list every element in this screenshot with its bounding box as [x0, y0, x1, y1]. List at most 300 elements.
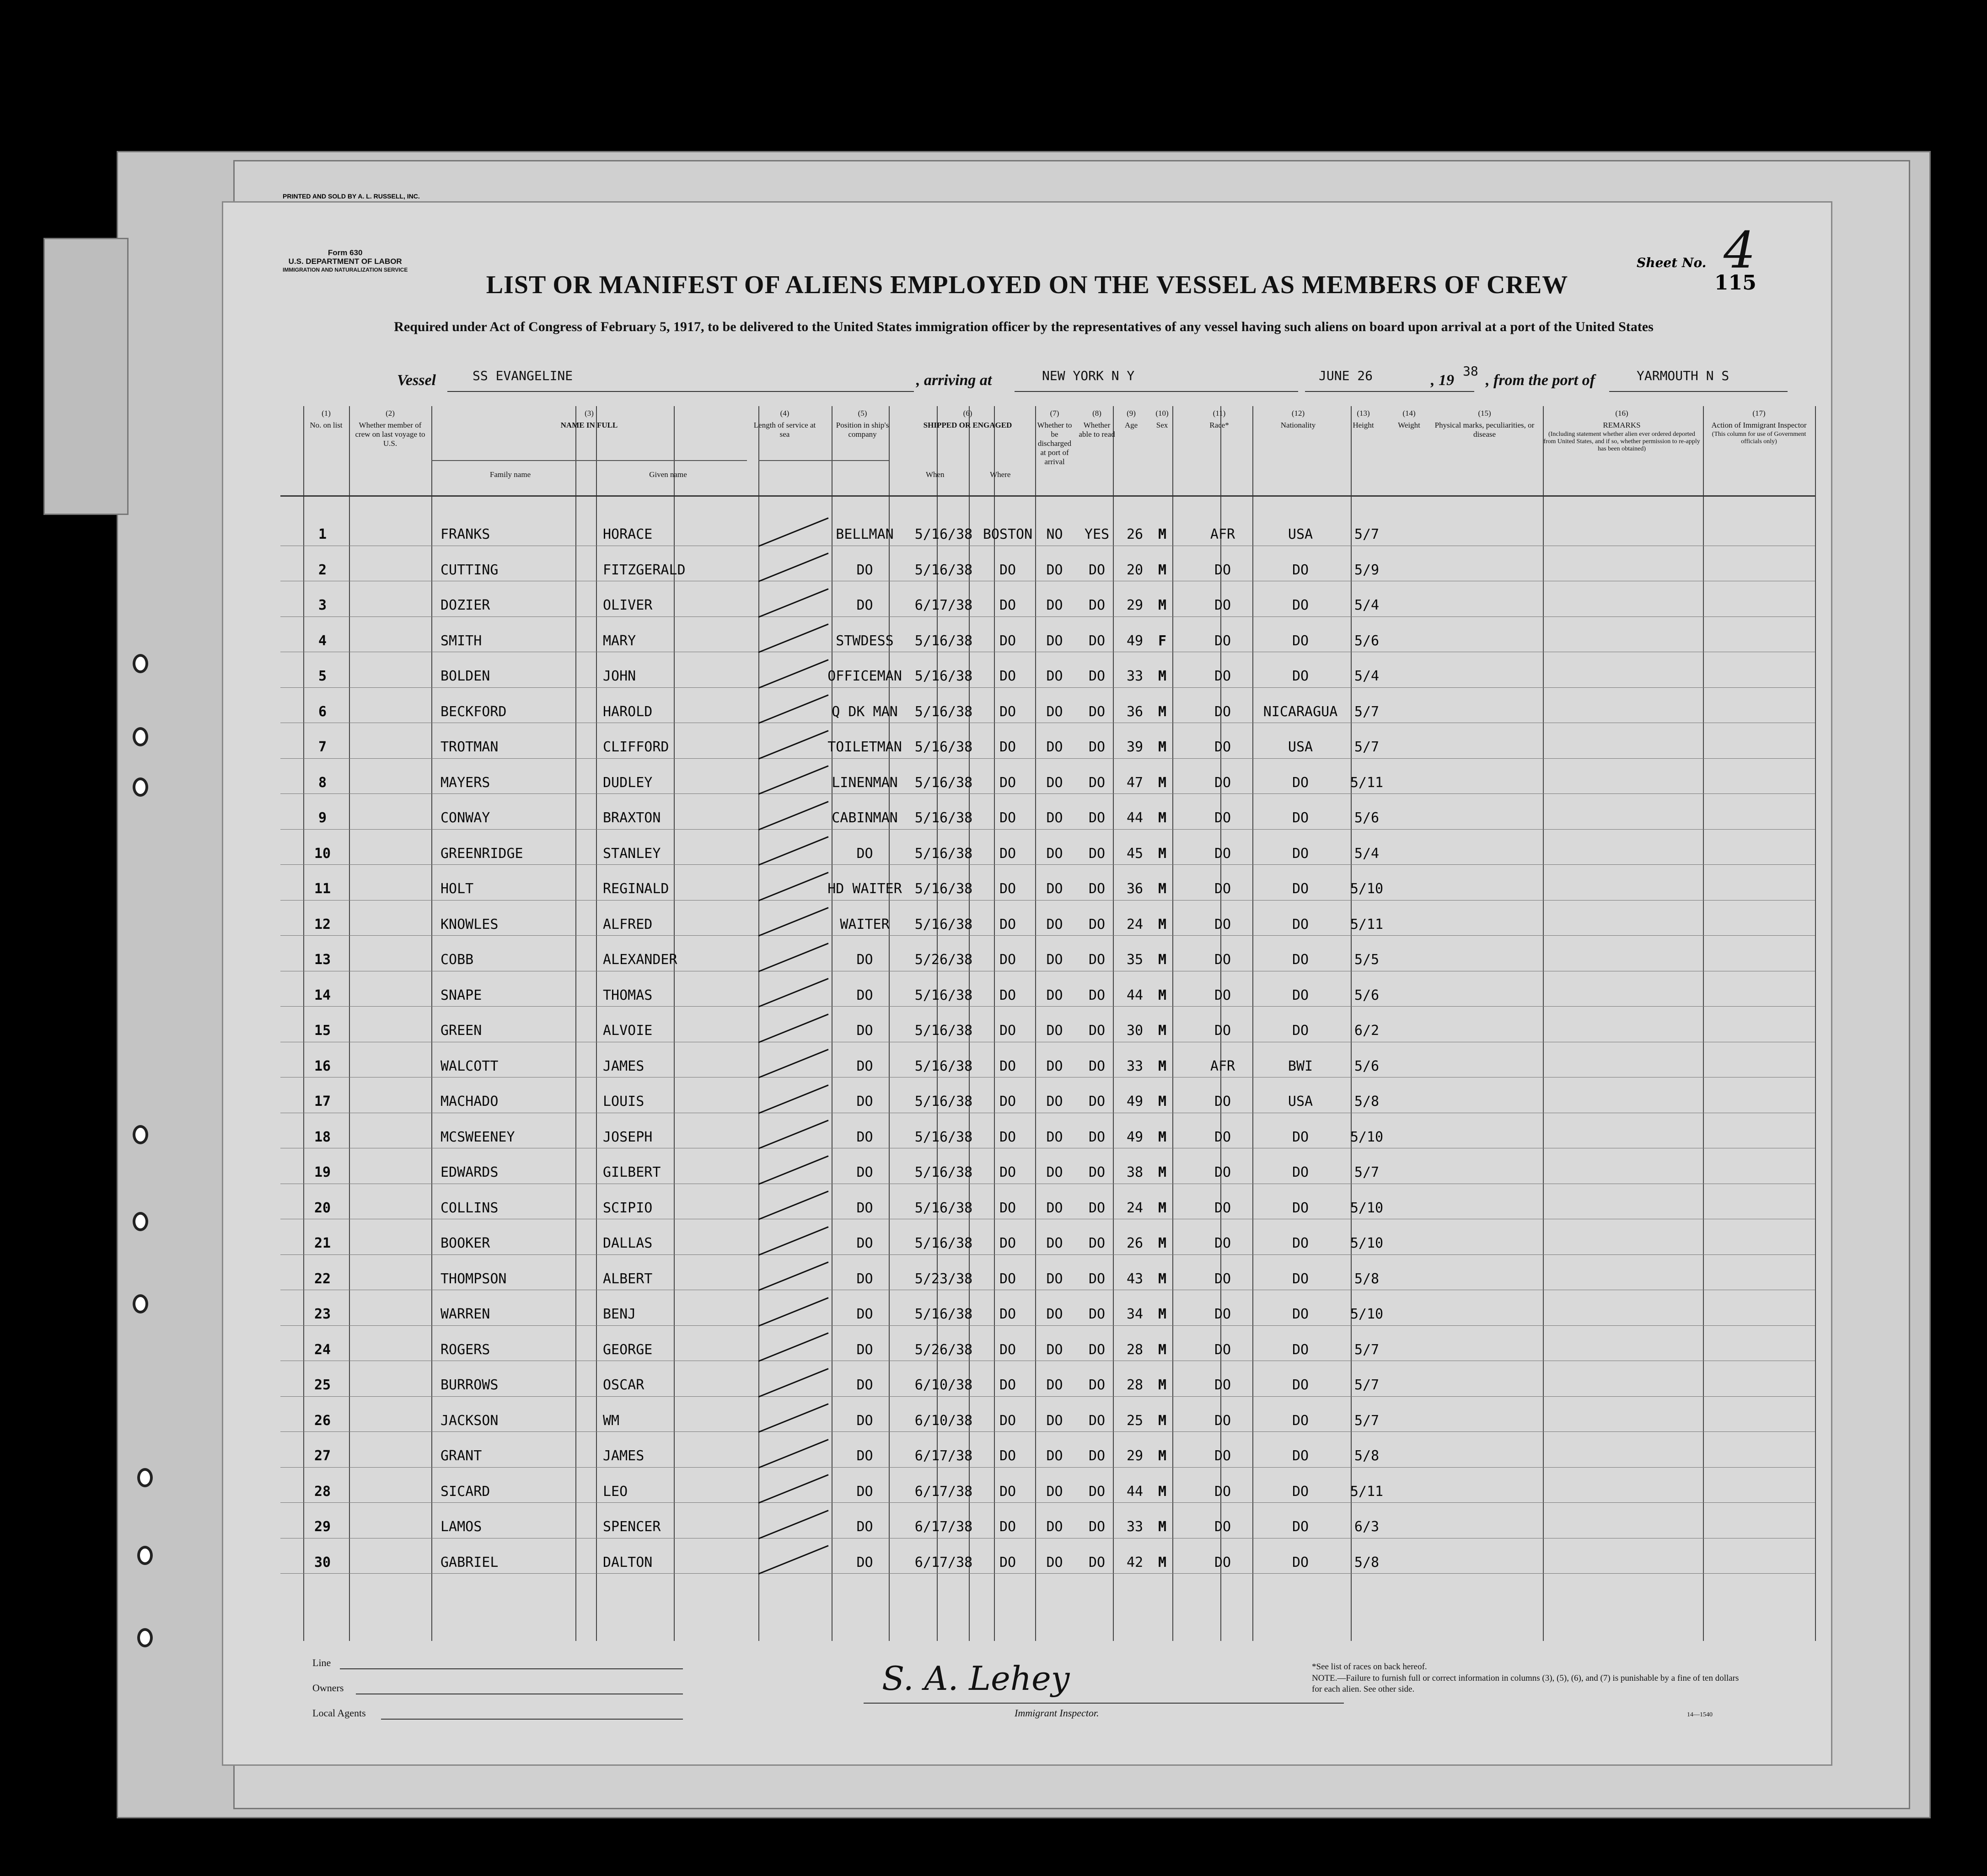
- table-row: [280, 1364, 1815, 1400]
- cell-family: GRANT: [440, 1448, 482, 1464]
- cell-where: DO: [999, 1341, 1016, 1358]
- cell-nationality: USA: [1288, 1093, 1313, 1110]
- cell-race: DO: [1214, 774, 1231, 791]
- cell-where: DO: [999, 1412, 1016, 1429]
- cell-age: 43: [1126, 1270, 1144, 1287]
- cell-read: DO: [1088, 952, 1106, 968]
- table-row: [280, 1400, 1815, 1436]
- cell-nationality: DO: [1292, 987, 1309, 1003]
- service-tick-mark: [758, 517, 828, 547]
- cell-given: DALTON: [603, 1554, 653, 1570]
- cell-position: BELLMAN: [836, 526, 894, 542]
- cell-discharged: DO: [1046, 703, 1063, 720]
- cell-age: 44: [1126, 1483, 1144, 1500]
- cell-sex: M: [1158, 1058, 1167, 1074]
- table-row: [280, 691, 1815, 727]
- column-label: Whether able to read: [1079, 421, 1115, 439]
- cell-read: DO: [1088, 1235, 1106, 1251]
- cell-when: 5/16/38: [914, 1164, 973, 1180]
- cell-read: DO: [1088, 1164, 1106, 1180]
- cell-position: TOILETMAN: [827, 739, 902, 755]
- cell-nationality: DO: [1292, 1200, 1309, 1216]
- year-suffix: 38: [1463, 364, 1478, 379]
- cell-given: JAMES: [603, 1448, 644, 1464]
- cell-height: 5/6: [1354, 810, 1380, 826]
- cell-discharged: DO: [1046, 668, 1063, 684]
- cell-when: 5/26/38: [914, 1341, 973, 1358]
- cell-sex: M: [1158, 1306, 1167, 1322]
- cell-sex: M: [1158, 1164, 1167, 1180]
- cell-race: DO: [1214, 597, 1231, 613]
- table-row: [280, 1081, 1815, 1116]
- cell-given: ALEXANDER: [603, 952, 677, 968]
- cell-height: 5/6: [1354, 987, 1380, 1003]
- column-header: [1703, 406, 1815, 495]
- line-field: [340, 1668, 683, 1669]
- cell-race: DO: [1214, 1164, 1231, 1180]
- cell-family: CONWAY: [440, 810, 490, 826]
- cell-read: DO: [1088, 1341, 1106, 1358]
- table-row: [280, 620, 1815, 656]
- column-rule: [1815, 406, 1816, 1641]
- column-header: [1259, 406, 1337, 495]
- cell-when: 5/16/38: [914, 845, 973, 862]
- cell-discharged: DO: [1046, 952, 1063, 968]
- cell-height: 5/10: [1350, 881, 1384, 897]
- cell-given: WM: [603, 1412, 620, 1429]
- cell-read: DO: [1088, 1412, 1106, 1429]
- cell-height: 5/10: [1350, 1306, 1384, 1322]
- cell-sex: M: [1158, 810, 1167, 826]
- cell-discharged: DO: [1046, 916, 1063, 933]
- cell-family: BURROWS: [440, 1377, 499, 1393]
- cell-given: MARY: [603, 632, 636, 649]
- punch-hole: [133, 1294, 148, 1313]
- cell-height: 5/7: [1354, 703, 1380, 720]
- cell-position: Q DK MAN: [832, 703, 898, 720]
- cell-nationality: NICARAGUA: [1263, 703, 1338, 720]
- service-tick-mark: [758, 1545, 828, 1575]
- cell-no: 14: [314, 987, 331, 1003]
- service-tick-mark: [758, 1226, 828, 1256]
- cell-discharged: DO: [1046, 1519, 1063, 1535]
- manifest-form: [222, 201, 1832, 1766]
- cell-nationality: USA: [1288, 739, 1313, 755]
- cell-given: DALLAS: [603, 1235, 653, 1251]
- cell-family: WARREN: [440, 1306, 490, 1322]
- column-number: (7): [1050, 409, 1059, 418]
- cell-given: DUDLEY: [603, 774, 653, 791]
- cell-no: 1: [318, 526, 327, 542]
- cell-given: OSCAR: [603, 1377, 644, 1393]
- service-tick-mark: [758, 943, 828, 972]
- cell-position: OFFICEMAN: [827, 668, 902, 684]
- cell-family: GREEN: [440, 1023, 482, 1039]
- column-number: (10): [1155, 409, 1169, 418]
- cell-race: DO: [1214, 668, 1231, 684]
- cell-discharged: DO: [1046, 1412, 1063, 1429]
- cell-given: CLIFFORD: [603, 739, 669, 755]
- cell-family: FRANKS: [440, 526, 490, 542]
- form-number: Form 630: [328, 248, 363, 257]
- cell-given: STANLEY: [603, 845, 661, 862]
- column-header: [431, 406, 747, 495]
- cell-nationality: DO: [1292, 952, 1309, 968]
- cell-nationality: DO: [1292, 1129, 1309, 1145]
- cell-where: DO: [999, 810, 1016, 826]
- table-row: [280, 1258, 1815, 1294]
- column-label: Position in ship's company: [836, 421, 889, 439]
- cell-sex: M: [1158, 1412, 1167, 1429]
- race-note: *See list of races on back hereof.: [1312, 1662, 1427, 1672]
- cell-read: YES: [1084, 526, 1110, 542]
- service-tick-mark: [758, 1297, 828, 1327]
- cell-read: DO: [1088, 668, 1106, 684]
- cell-discharged: DO: [1046, 1341, 1063, 1358]
- cell-given: JOHN: [603, 668, 636, 684]
- cell-when: 5/16/38: [914, 739, 973, 755]
- cell-race: DO: [1214, 845, 1231, 862]
- cell-where: DO: [999, 1129, 1016, 1145]
- cell-read: DO: [1088, 810, 1106, 826]
- cell-race: DO: [1214, 1200, 1231, 1216]
- cell-height: 5/7: [1354, 1164, 1380, 1180]
- cell-no: 26: [314, 1412, 331, 1429]
- arrival-date: JUNE 26: [1319, 368, 1373, 383]
- cell-where: DO: [999, 1023, 1016, 1039]
- service-tick-mark: [758, 730, 828, 760]
- cell-read: DO: [1088, 1554, 1106, 1570]
- column-number: (8): [1092, 409, 1101, 418]
- cell-read: DO: [1088, 1270, 1106, 1287]
- cell-family: ROGERS: [440, 1341, 490, 1358]
- cell-discharged: DO: [1046, 1448, 1063, 1464]
- cell-height: 5/11: [1350, 774, 1384, 791]
- cell-family: EDWARDS: [440, 1164, 499, 1180]
- punch-hole: [133, 1212, 148, 1231]
- header-rule: [280, 495, 1815, 497]
- cell-sex: M: [1158, 597, 1167, 613]
- cell-height: 5/6: [1354, 632, 1380, 649]
- column-label: Weight: [1398, 421, 1420, 429]
- cell-when: 5/16/38: [914, 1129, 973, 1145]
- table-row: [280, 833, 1815, 868]
- cell-when: 5/16/38: [914, 562, 973, 578]
- column-number: (1): [322, 409, 331, 418]
- cell-position: CABINMAN: [832, 810, 898, 826]
- cell-height: 5/9: [1354, 562, 1380, 578]
- cell-position: DO: [856, 1412, 873, 1429]
- column-number: (13): [1357, 409, 1370, 418]
- cell-family: GREENRIDGE: [440, 845, 523, 862]
- cell-race: DO: [1214, 952, 1231, 968]
- punch-hole: [137, 1468, 153, 1487]
- cell-age: 28: [1126, 1377, 1144, 1393]
- cell-where: DO: [999, 1235, 1016, 1251]
- cell-where: DO: [999, 1519, 1016, 1535]
- cell-when: 6/10/38: [914, 1412, 973, 1429]
- column-number: (16): [1615, 409, 1628, 418]
- cell-family: WALCOTT: [440, 1058, 499, 1074]
- cell-no: 24: [314, 1341, 331, 1358]
- cell-read: DO: [1088, 1483, 1106, 1500]
- cell-no: 11: [314, 881, 331, 897]
- service-tick-mark: [758, 1332, 828, 1362]
- cell-family: MCSWEENEY: [440, 1129, 515, 1145]
- cell-race: DO: [1214, 703, 1231, 720]
- cell-nationality: DO: [1292, 845, 1309, 862]
- cell-sex: M: [1158, 987, 1167, 1003]
- cell-discharged: DO: [1046, 1235, 1063, 1251]
- column-number: (4): [780, 409, 789, 418]
- sheet-number: 4: [1724, 221, 1756, 279]
- cell-read: DO: [1088, 845, 1106, 862]
- cell-discharged: DO: [1046, 1200, 1063, 1216]
- cell-given: GILBERT: [603, 1164, 661, 1180]
- cell-given: SCIPIO: [603, 1200, 653, 1216]
- column-label: Sex: [1156, 421, 1168, 429]
- sheet-number-label: Sheet No.: [1637, 255, 1707, 270]
- cell-age: 38: [1126, 1164, 1144, 1180]
- column-number: (15): [1478, 409, 1491, 418]
- cell-no: 21: [314, 1235, 331, 1251]
- cell-race: DO: [1214, 1270, 1231, 1287]
- table-row: [280, 904, 1815, 939]
- cell-no: 22: [314, 1270, 331, 1287]
- cell-when: 5/16/38: [914, 1058, 973, 1074]
- cell-age: 34: [1126, 1306, 1144, 1322]
- cell-where: DO: [999, 916, 1016, 933]
- cell-race: DO: [1214, 881, 1231, 897]
- cell-age: 44: [1126, 810, 1144, 826]
- service-tick-mark: [758, 694, 828, 724]
- cell-where: DO: [999, 1448, 1016, 1464]
- column-header: [1541, 406, 1703, 495]
- signature-line: [864, 1703, 1344, 1704]
- cell-discharged: DO: [1046, 562, 1063, 578]
- cell-race: DO: [1214, 916, 1231, 933]
- cell-position: STWDESS: [836, 632, 894, 649]
- cell-no: 27: [314, 1448, 331, 1464]
- cell-race: DO: [1214, 1129, 1231, 1145]
- cell-position: DO: [856, 597, 873, 613]
- cell-age: 49: [1126, 1129, 1144, 1145]
- cell-position: DO: [856, 562, 873, 578]
- cell-read: DO: [1088, 1377, 1106, 1393]
- table-row: [280, 1329, 1815, 1365]
- cell-position: WAITER: [840, 916, 890, 933]
- cell-where: BOSTON: [983, 526, 1033, 542]
- table-row: [280, 1152, 1815, 1187]
- cell-race: DO: [1214, 1483, 1231, 1500]
- form-title: LIST OR MANIFEST OF ALIENS EMPLOYED ON THE VESSEL AS MEMBERS OF CREW: [486, 271, 1568, 299]
- local-agents-label: Local Agents: [312, 1707, 366, 1719]
- cell-no: 7: [318, 739, 327, 755]
- column-sublabel: Family name: [489, 470, 531, 479]
- column-number: (17): [1752, 409, 1766, 418]
- cell-position: DO: [856, 952, 873, 968]
- cell-given: REGINALD: [603, 881, 669, 897]
- column-number: (6): [963, 409, 972, 418]
- cell-nationality: DO: [1292, 597, 1309, 613]
- cell-nationality: DO: [1292, 1412, 1309, 1429]
- table-row: [280, 1435, 1815, 1471]
- cell-when: 5/16/38: [914, 668, 973, 684]
- cell-race: DO: [1214, 632, 1231, 649]
- cell-height: 5/5: [1354, 952, 1380, 968]
- immigrant-inspector-label: Immigrant Inspector.: [1015, 1707, 1099, 1719]
- cell-sex: M: [1158, 1270, 1167, 1287]
- cell-discharged: DO: [1046, 774, 1063, 791]
- cell-no: 4: [318, 632, 327, 649]
- table-row: [280, 975, 1815, 1010]
- cell-when: 5/16/38: [914, 1200, 973, 1216]
- column-label: NAME IN FULL: [560, 421, 618, 429]
- table-row: [280, 1187, 1815, 1223]
- column-number: (5): [858, 409, 867, 418]
- cell-given: JOSEPH: [603, 1129, 653, 1145]
- vessel-name: SS EVANGELINE: [473, 368, 573, 383]
- cell-no: 28: [314, 1483, 331, 1500]
- cell-position: DO: [856, 1554, 873, 1570]
- cell-when: 6/10/38: [914, 1377, 973, 1393]
- cell-family: TROTMAN: [440, 739, 499, 755]
- cell-sex: M: [1158, 952, 1167, 968]
- cell-read: DO: [1088, 1519, 1106, 1535]
- cell-sex: M: [1158, 1519, 1167, 1535]
- cell-sex: M: [1158, 1448, 1167, 1464]
- cell-age: 47: [1126, 774, 1144, 791]
- cell-height: 5/10: [1350, 1235, 1384, 1251]
- cell-sex: M: [1158, 881, 1167, 897]
- cell-family: LAMOS: [440, 1519, 482, 1535]
- cell-age: 33: [1126, 668, 1144, 684]
- port-underline: [1015, 391, 1298, 392]
- punch-hole: [137, 1628, 153, 1647]
- cell-race: DO: [1214, 1412, 1231, 1429]
- service-tick-mark: [758, 1510, 828, 1539]
- cell-discharged: DO: [1046, 1270, 1063, 1287]
- cell-age: 26: [1126, 1235, 1144, 1251]
- table-row: [280, 1542, 1815, 1577]
- cell-height: 5/8: [1354, 1448, 1380, 1464]
- cell-family: DOZIER: [440, 597, 490, 613]
- column-label: Whether member of crew on last voyage to U.S.: [355, 421, 425, 448]
- punch-hole: [133, 1125, 148, 1144]
- cell-position: DO: [856, 1164, 873, 1180]
- cell-discharged: DO: [1046, 1554, 1063, 1570]
- column-header: [349, 406, 431, 495]
- cell-race: DO: [1214, 987, 1231, 1003]
- cell-read: DO: [1088, 1448, 1106, 1464]
- cell-no: 10: [314, 845, 331, 862]
- column-sublabel: When: [925, 470, 945, 479]
- cell-nationality: DO: [1292, 562, 1309, 578]
- cell-no: 23: [314, 1306, 331, 1322]
- service-name: IMMIGRATION AND NATURALIZATION SERVICE: [283, 267, 408, 273]
- vessel-underline: [447, 391, 914, 392]
- cell-no: 2: [318, 562, 327, 578]
- from-port-underline: [1609, 391, 1788, 392]
- cell-when: 5/16/38: [914, 987, 973, 1003]
- column-header: [1076, 406, 1117, 495]
- table-row: [280, 1222, 1815, 1258]
- service-tick-mark: [758, 1368, 828, 1398]
- cell-nationality: DO: [1292, 1235, 1309, 1251]
- from-port: YARMOUTH N S: [1637, 368, 1729, 383]
- cell-sex: M: [1158, 668, 1167, 684]
- cell-family: COBB: [440, 952, 474, 968]
- cell-no: 9: [318, 810, 327, 826]
- cell-where: DO: [999, 562, 1016, 578]
- owners-label: Owners: [312, 1682, 344, 1694]
- cell-age: 36: [1126, 703, 1144, 720]
- column-number: (9): [1127, 409, 1136, 418]
- table-row: [280, 1293, 1815, 1329]
- service-tick-mark: [758, 1261, 828, 1291]
- cell-family: JACKSON: [440, 1412, 499, 1429]
- table-row: [280, 1506, 1815, 1542]
- cell-when: 5/16/38: [914, 810, 973, 826]
- punch-hole: [137, 1546, 153, 1565]
- cell-discharged: DO: [1046, 1164, 1063, 1180]
- cell-discharged: DO: [1046, 1129, 1063, 1145]
- cell-race: DO: [1214, 1448, 1231, 1464]
- cell-position: DO: [856, 1270, 873, 1287]
- cell-when: 5/23/38: [914, 1270, 973, 1287]
- cell-race: AFR: [1210, 526, 1235, 542]
- column-header: [1390, 406, 1428, 495]
- column-label: Physical marks, peculiarities, or disease: [1434, 421, 1535, 439]
- service-tick-mark: [758, 907, 828, 937]
- cell-sex: F: [1158, 632, 1167, 649]
- vessel-label: Vessel: [397, 372, 436, 389]
- cell-when: 5/16/38: [914, 703, 973, 720]
- inspector-signature: S. A. Lehey: [882, 1659, 1070, 1698]
- cell-read: DO: [1088, 703, 1106, 720]
- column-number: (12): [1291, 409, 1305, 418]
- table-row: [280, 939, 1815, 975]
- crew-table: [280, 406, 1815, 1641]
- cell-sex: M: [1158, 1341, 1167, 1358]
- cell-age: 30: [1126, 1023, 1144, 1039]
- cell-when: 5/16/38: [914, 774, 973, 791]
- table-row: [280, 1116, 1815, 1152]
- cell-where: DO: [999, 987, 1016, 1003]
- cell-age: 42: [1126, 1554, 1144, 1570]
- cell-family: BECKFORD: [440, 703, 507, 720]
- cell-height: 5/8: [1354, 1093, 1380, 1110]
- cell-age: 39: [1126, 739, 1144, 755]
- agents-field: [381, 1719, 683, 1720]
- cell-nationality: DO: [1292, 1270, 1309, 1287]
- cell-where: DO: [999, 597, 1016, 613]
- cell-no: 18: [314, 1129, 331, 1145]
- column-label: Nationality: [1280, 421, 1316, 429]
- table-row: [280, 762, 1815, 798]
- cell-given: ALFRED: [603, 916, 653, 933]
- cell-height: 5/7: [1354, 1341, 1380, 1358]
- cell-nationality: DO: [1292, 632, 1309, 649]
- cell-height: 5/7: [1354, 526, 1380, 542]
- cell-given: HAROLD: [603, 703, 653, 720]
- table-row: [280, 726, 1815, 762]
- cell-position: LINENMAN: [832, 774, 898, 791]
- cell-sex: M: [1158, 739, 1167, 755]
- cell-no: 15: [314, 1023, 331, 1039]
- cell-when: 5/16/38: [914, 632, 973, 649]
- cell-no: 6: [318, 703, 327, 720]
